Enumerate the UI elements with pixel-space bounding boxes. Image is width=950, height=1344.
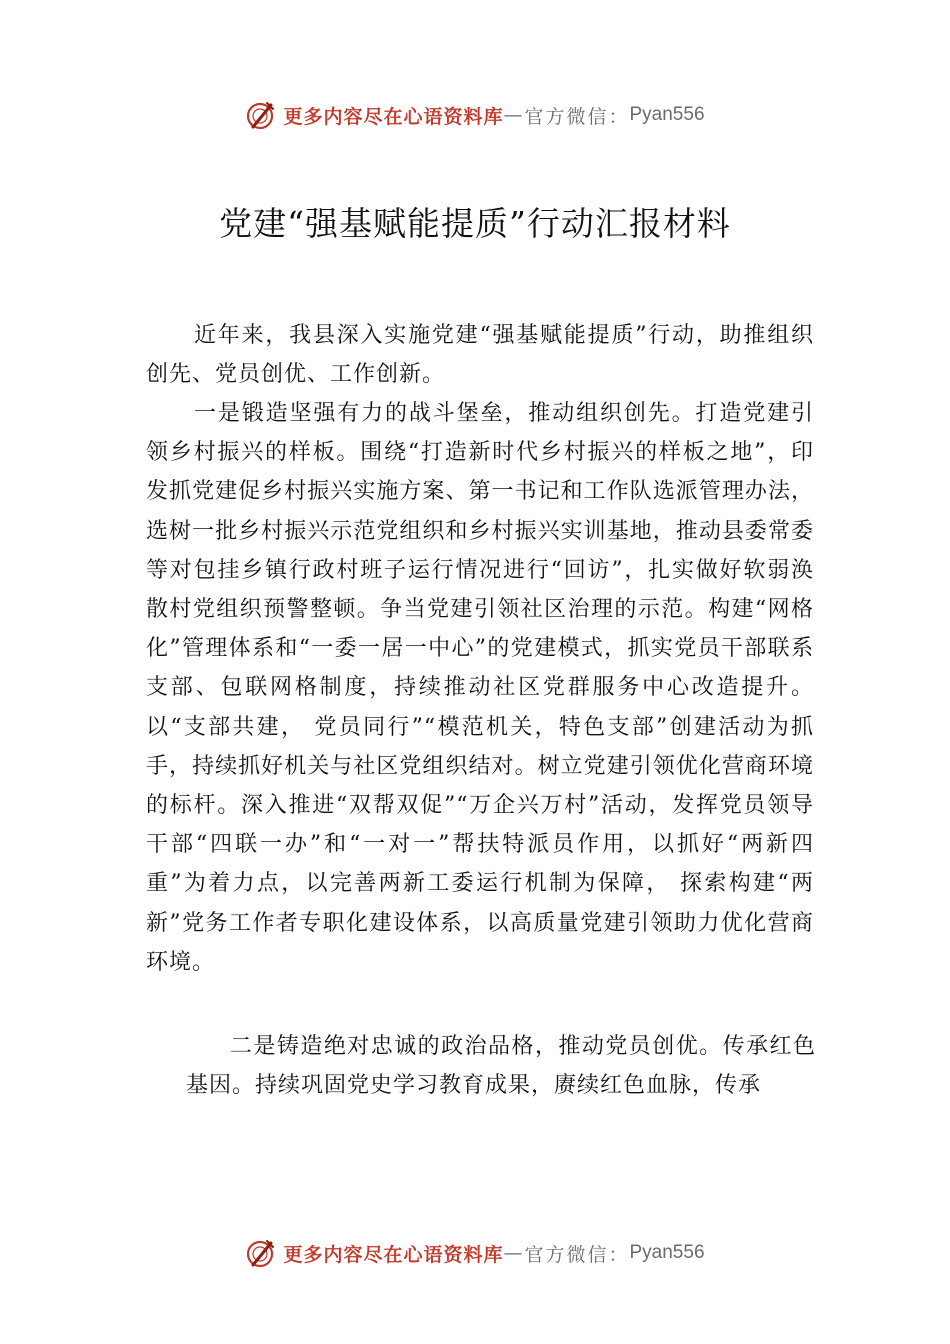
wechat-label: 官方微信： bbox=[524, 1243, 630, 1266]
banner-separator: — bbox=[503, 1242, 525, 1264]
brand-text: 更多内容尽在心语资料库 bbox=[283, 1243, 504, 1266]
brand-text: 更多内容尽在心语资料库 bbox=[283, 105, 504, 128]
paragraph-section-one: 一是锻造坚强有力的战斗堡垒，推动组织创先。打造党建引领乡村振兴的样板。围绕“打造新时代乡村振兴的样板之地”，印发抓党建促乡村振兴实施方案、第一书记和工作队选派管理办法，选树一批乡村振兴示范党组织和乡村振兴实训基地，推动县委常委等对包挂乡镇行政村班子运行情况进行“回访”，扎实做好软弱涣散村党组织预警整顿。争当党建引领社区治理的示范。构建“网格化”管理体系和“一委一居一中心”的党建模式，抓实党员干部联系支部、包联网格制度，持续推动社区党群服务中心改造提升。以“支部共建， 党员同行”“模范机关，特色支部”创建活动为抓手，持续抓好机关与社区党组织结对。树立党建引领优化营商环境的标杆。深入推进“双帮双促”“万企兴万村”活动，发挥党员领导干部“四联一办”和“一对一”帮扶特派员作用，以抓好“两新四重”为着力点，以完善两新工委运行机制为保障， 探索构建“两新”党务工作者专职化建设体系，以高质量党建引领助力优化营商环境。 bbox=[146, 401, 814, 975]
stamp-logo-icon bbox=[245, 99, 277, 131]
paragraph-section-two: 二是铸造绝对忠诚的政治品格，推动党员创优。传承红色基因。持续巩固党史学习教育成果，赓续红色血脉，传承 bbox=[186, 1034, 816, 1099]
banner-separator: — bbox=[503, 104, 525, 126]
footer-banner bbox=[0, 1233, 950, 1273]
stamp-logo-icon bbox=[245, 1237, 277, 1269]
wechat-label: 官方微信： bbox=[524, 105, 630, 128]
wechat-id: Pyan556 bbox=[629, 1242, 705, 1263]
paragraph-intro: 近年来，我县深入实施党建“强基赋能提质”行动，助推组织创先、党员创优、工作创新。 bbox=[146, 323, 814, 388]
wechat-id: Pyan556 bbox=[629, 104, 705, 125]
header-banner bbox=[0, 95, 950, 135]
document-title: 党建“强基赋能提质”行动汇报材料 bbox=[219, 204, 731, 243]
